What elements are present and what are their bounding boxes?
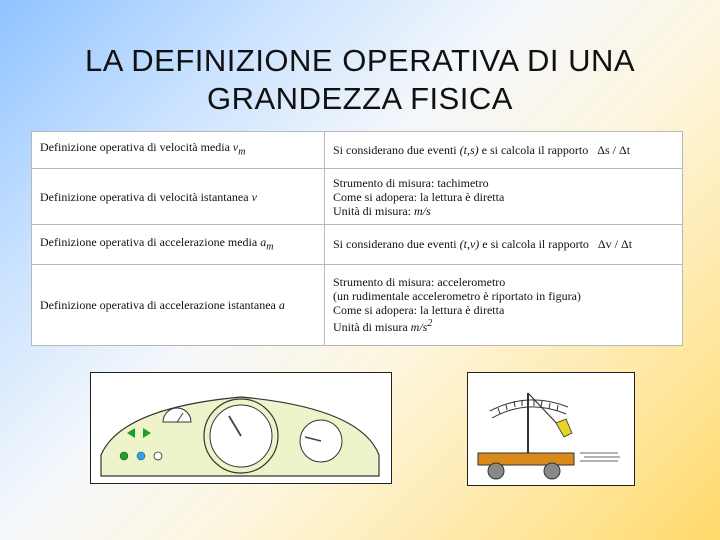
procedure-cell [325, 225, 683, 264]
procedure-text: e si calcola il rapporto [481, 142, 589, 157]
instrument-text: Strumento di misura: tachimetro [333, 175, 489, 190]
definition-text: Definizione operativa di accelerazione istantanea [40, 297, 276, 312]
slide-title [0, 42, 720, 118]
note-text: (un rudimentale accelerometro è riportato in figura) [333, 289, 581, 304]
accelerometer-illustration [467, 372, 635, 486]
symbol-subscript: m [238, 146, 246, 158]
unit-value: m/s [410, 320, 428, 335]
unit-label: Unità di misura [333, 320, 408, 335]
cart-wheel-right [544, 463, 560, 479]
indicator-light-empty [154, 452, 162, 460]
instrument-text: Strumento di misura: accelerometro [333, 275, 506, 290]
usage-text: Come si adopera: la lettura è diretta [333, 189, 505, 204]
procedure-text: e si calcola il rapporto [482, 237, 589, 252]
definition-text: Definizione operativa di velocità istantanea [40, 189, 249, 204]
symbol: a [278, 297, 285, 312]
symbol: v [232, 140, 239, 155]
title-line-2: GRANDEZZA FISICA [207, 81, 513, 116]
ratio-text: Δv / Δt [597, 237, 633, 252]
procedure-cell [325, 264, 683, 346]
symbol: v [251, 189, 257, 204]
unit-exponent: 2 [427, 318, 433, 330]
event-symbol: (t,v) [459, 237, 480, 252]
event-symbol: (t,s) [459, 142, 479, 157]
title-line-1: LA DEFINIZIONE OPERATIVA DI UNA [84, 43, 636, 78]
indicator-light-green [120, 452, 128, 460]
definition-text: Definizione operativa di accelerazione media [40, 234, 258, 249]
table-row [32, 264, 683, 346]
unit-line [333, 204, 674, 218]
unit-line [333, 317, 674, 334]
indicator-light-blue [137, 452, 145, 460]
definition-cell [32, 168, 325, 224]
pendulum-bob [556, 419, 572, 437]
cart-body [478, 453, 574, 465]
dashboard-illustration [90, 372, 392, 484]
ratio-text: Δs / Δt [597, 142, 631, 157]
definitions-table [31, 131, 683, 346]
definition-cell [32, 264, 325, 346]
unit-value: m/s [414, 203, 431, 218]
procedure-text: Si considerano due eventi [333, 237, 457, 252]
usage-text: Come si adopera: la lettura è diretta [333, 303, 505, 318]
definition-cell [32, 225, 325, 264]
cart-wheel-left [488, 463, 504, 479]
procedure-cell [325, 168, 683, 224]
definition-text: Definizione operativa di velocità media [40, 140, 230, 155]
table-row [32, 225, 683, 264]
procedure-cell [325, 132, 683, 169]
procedure-text: Si considerano due eventi [333, 142, 457, 157]
table-row [32, 132, 683, 169]
motion-lines [580, 453, 620, 461]
definition-cell [32, 132, 325, 169]
symbol: a [260, 234, 267, 249]
unit-label: Unità di misura: [333, 203, 411, 218]
symbol-subscript: m [266, 241, 274, 253]
table-row [32, 168, 683, 224]
